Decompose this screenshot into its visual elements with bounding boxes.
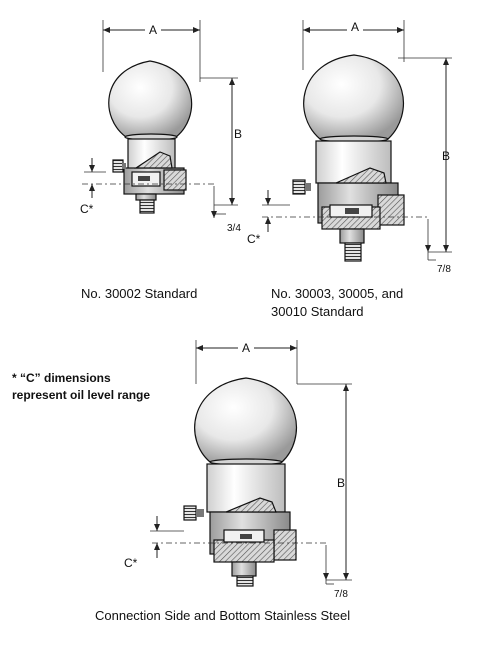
dim-c-label-fig3: C* bbox=[124, 556, 138, 570]
dim-offset-label-fig2: 7/8 bbox=[437, 264, 451, 275]
caption-fig3: Connection Side and Bottom Stainless Steel bbox=[95, 608, 351, 623]
dim-b-label-fig3: B bbox=[336, 476, 346, 490]
glass-globe-fig2 bbox=[304, 55, 404, 142]
note-line2: represent oil level range bbox=[12, 388, 151, 402]
glass-globe-fig3 bbox=[195, 378, 297, 465]
dim-b-label-fig1: B bbox=[233, 127, 243, 141]
caption-fig1: No. 30002 Standard bbox=[81, 286, 198, 301]
dim-a-label-fig1: A bbox=[148, 23, 158, 37]
dim-b-label-fig2: B bbox=[441, 149, 451, 163]
dim-c-label-fig1: C* bbox=[80, 202, 94, 216]
dim-a-label-fig2: A bbox=[350, 20, 360, 34]
figure-30003-30005-30010 bbox=[247, 20, 452, 319]
dim-a-label-fig3: A bbox=[241, 341, 251, 355]
figure-30002 bbox=[80, 20, 242, 301]
c-dimension-note bbox=[12, 371, 150, 402]
dim-offset-label-fig3: 7/8 bbox=[334, 589, 348, 600]
dim-offset-label-fig1: 3/4 bbox=[227, 223, 241, 234]
dim-c-label-fig2: C* bbox=[247, 232, 261, 246]
note-line1: * “C” dimensions bbox=[12, 371, 111, 385]
caption-fig2-line1: No. 30003, 30005, and bbox=[271, 286, 404, 301]
caption-fig2-line2: 30010 Standard bbox=[271, 304, 364, 319]
glass-globe-fig1 bbox=[109, 61, 192, 140]
figure-stainless bbox=[95, 339, 352, 623]
